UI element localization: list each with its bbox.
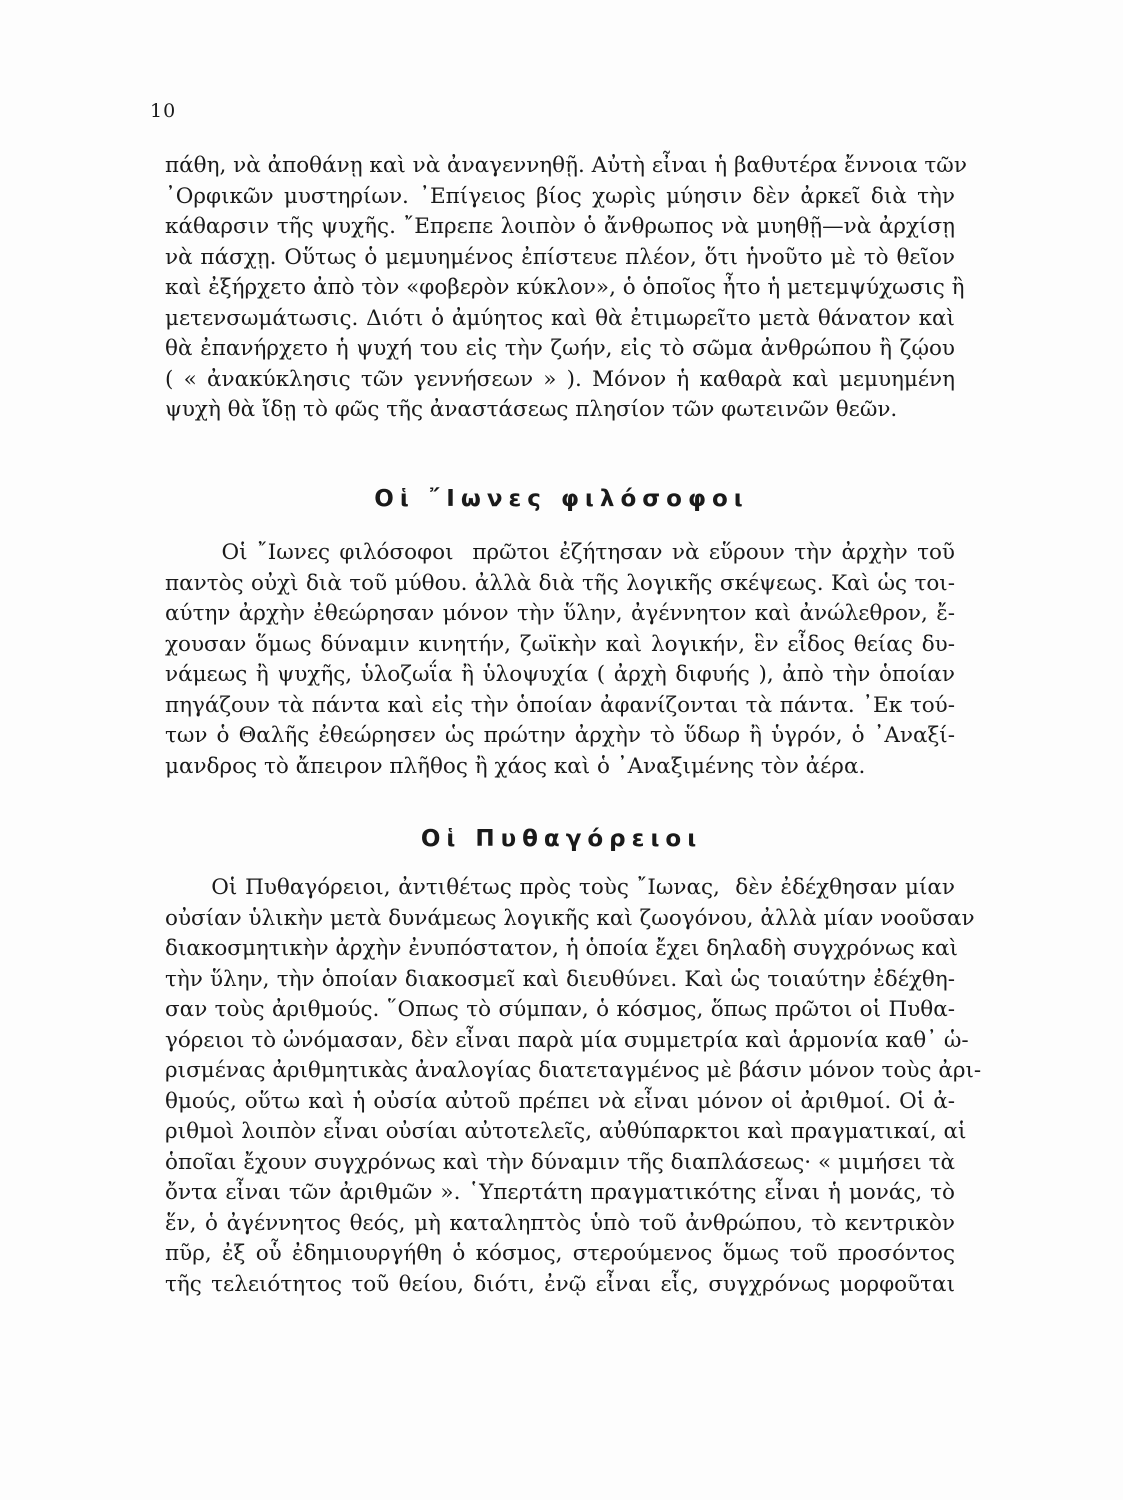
text-line: Οἱ ῎Ιωνες φιλόσοφοι πρῶτοι ἐζήτησαν νὰ εὕρουν τὴν ἀρχὴν τοῦ (165, 540, 955, 565)
text-line: θὰ ἐπανήρχετο ἡ ψυχή του εἰς τὴν ζωήν, εἰς τὸ σῶμα ἀνθρώπου ἢ ζῴου (165, 336, 955, 361)
section-heading-ionian-philosophers: Οἱ ῎Ιωνες φιλόσοφοι (374, 486, 749, 512)
text-line: καὶ ἐξήρχετο ἀπὸ τὸν «φοβερὸν κύκλον», ὁ ὁποῖος ἦτο ἡ μετεμψύχωσις ἢ (165, 275, 965, 300)
text-line: Οἱ Πυθαγόρειοι, ἀντιθέτως πρὸς τοὺς ῎Ιωνας, δὲν ἐδέχθησαν μίαν (165, 875, 955, 900)
section-heading-pythagoreans: Οἱ Πυθαγόρειοι (420, 826, 703, 852)
text-line: διακοσμητικὴν ἀρχὴν ἐνυπόστατον, ἡ ὁποία ἔχει δηλαδὴ συγχρόνως καὶ (165, 936, 958, 961)
text-line: κάθαρσιν τῆς ψυχῆς. ῎Επρεπε λοιπὸν ὁ ἄνθρωπος νὰ μυηθῇ—νὰ ἀρχίσῃ (165, 214, 955, 239)
text-line: νάμεως ἢ ψυχῆς, ὑλοζωΐα ἢ ὑλοψυχία ( ἀρχὴ διφυής ), ἀπὸ τὴν ὁποίαν (165, 662, 955, 687)
text-line: ὄντα εἶναι τῶν ἀριθμῶν ». ῾Υπερτάτη πραγματικότης εἶναι ἡ μονάς, τὸ (165, 1180, 955, 1205)
text-line: ὁποῖαι ἔχουν συγχρόνως καὶ τὴν δύναμιν τῆς διαπλάσεως· « μιμήσει τὰ (165, 1149, 955, 1175)
text-line: ἕν, ὁ ἀγέννητος θεός, μὴ καταληπτὸς ὑπὸ τοῦ ἀνθρώπου, τὸ κεντρικὸν (165, 1210, 955, 1236)
text-line: πάθη, νὰ ἀποθάνῃ καὶ νὰ ἀναγεννηθῇ. Αὐτὴ εἶναι ἡ βαθυτέρα ἔννοια τῶν (165, 153, 967, 178)
text-line: θμούς, οὕτω καὶ ἡ οὐσία αὐτοῦ πρέπει νὰ εἶναι μόνον οἱ ἀριθμοί. Οἱ ἀ- (165, 1088, 955, 1114)
text-line: τῆς τελειότητος τοῦ θείου, διότι, ἐνῷ εἶναι εἷς, συγχρόνως μορφοῦται (165, 1271, 955, 1297)
text-line: μετενσωμάτωσις. Διότι ὁ ἀμύητος καὶ θὰ ἐτιμωρεῖτο μετὰ θάνατον καὶ (165, 305, 955, 331)
paragraph-ionian-philosophers (165, 538, 955, 782)
text-line: γόρειοι τὸ ὠνόμασαν, δὲν εἶναι παρὰ μία συμμετρία καὶ ἁρμονία καθ᾿ ὡ- (165, 1027, 969, 1053)
page-number: 10 (150, 100, 177, 122)
paragraph-pythagoreans (165, 873, 982, 1300)
text-line: ᾿Ορφικῶν μυστηρίων. ᾿Επίγειος βίος χωρὶς μύησιν δὲν ἀρκεῖ διὰ τὴν (165, 183, 955, 209)
text-line: σαν τοὺς ἀριθμούς. ῞Οπως τὸ σύμπαν, ὁ κόσμος, ὅπως πρῶτοι οἱ Πυθα- (165, 997, 955, 1022)
text-line: χουσαν ὅμως δύναμιν κινητήν, ζωϊκὴν καὶ λογικήν, ἓν εἶδος θείας δυ- (165, 631, 955, 657)
text-line: αύτην ἀρχὴν ἐθεώρησαν μόνον τὴν ὕλην, ἀγέννητον καὶ ἀνώλεθρον, ἔ- (165, 601, 955, 626)
text-line: ( « ἀνακύκλησις τῶν γεννήσεων » ). Μόνον ἡ καθαρὰ καὶ μεμυημένη (165, 366, 955, 392)
text-line: οὐσίαν ὑλικὴν μετὰ δυνάμεως λογικῆς καὶ ζωογόνου, ἀλλὰ μίαν νοοῦσαν (165, 905, 975, 931)
text-line: παντὸς οὐχὶ διὰ τοῦ μύθου. ἀλλὰ διὰ τῆς λογικῆς σκέψεως. Καὶ ὡς τοι- (165, 570, 955, 596)
text-line: ρισμένας ἀριθμητικὰς ἀναλογίας διατεταγμένος μὲ βάσιν μόνον τοὺς ἀρι- (165, 1058, 982, 1083)
text-line: ψυχὴ θὰ ἴδῃ τὸ φῶς τῆς ἀναστάσεως πλησίον τῶν φωτεινῶν θεῶν. (165, 397, 898, 422)
text-line: ριθμοὶ λοιπὸν εἶναι οὐσίαι αὐτοτελεῖς, αὐθύπαρκτοι καὶ πραγματικαί, αἱ (165, 1119, 967, 1144)
paragraph-orphic-mysteries (165, 151, 967, 426)
text-line: πηγάζουν τὰ πάντα καὶ εἰς τὴν ὁποίαν ἀφανίζονται τὰ πάντα. ᾿Εκ τού- (165, 692, 955, 718)
text-line: πῦρ, ἐξ οὗ ἐδημιουργήθη ὁ κόσμος, στερούμενος ὅμως τοῦ προσόντος (165, 1241, 955, 1266)
text-line: τὴν ὕλην, τὴν ὁποίαν διακοσμεῖ καὶ διευθύνει. Καὶ ὡς τοιαύτην ἐδέχθη- (165, 966, 955, 992)
text-line: μανδρος τὸ ἄπειρον πλῆθος ἢ χάος καὶ ὁ ᾿Αναξιμένης τὸν ἀέρα. (165, 753, 866, 779)
text-line: των ὁ Θαλῆς ἐθεώρησεν ὡς πρώτην ἀρχὴν τὸ ὕδωρ ἢ ὑγρόν, ὁ ᾿Αναξί- (165, 723, 955, 748)
text-line: νὰ πάσχῃ. Οὕτως ὁ μεμυημένος ἐπίστευε πλέον, ὅτι ἡνοῦτο μὲ τὸ θεῖον (165, 244, 955, 270)
